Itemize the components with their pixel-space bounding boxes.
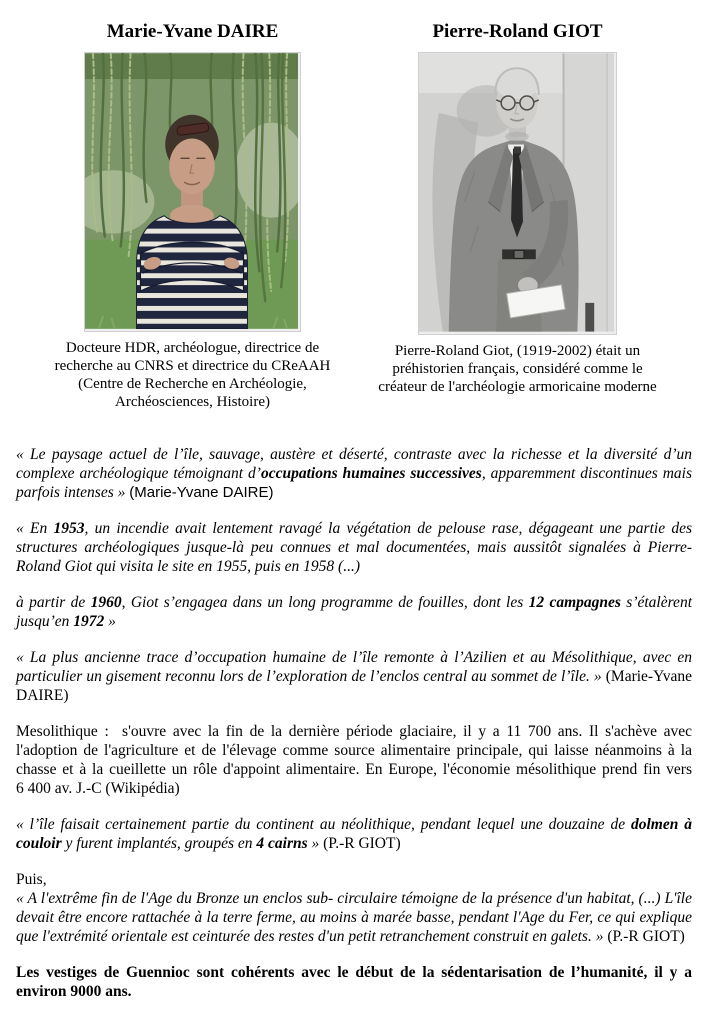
paragraph-quote-bronze-age: Puis, « A l'extrême fin de l'Age du Bronze un enclos sub- circulaire témoigne de la présence d'un habitat, (...) L'île devait être encore rattachée à la terre ferme, au moins à marée basse, pendant l'Age du Fer, ce qui explique que l'extrémité orientale est ceinturée des restes d'un petit retranchement construit en galets. » (P.-R GIOT) (16, 871, 692, 945)
photo-caption-giot: Pierre-Roland Giot, (1919-2002) était un préhistorien français, considéré comme le créateur de l'archéologie armoricaine moderne (378, 343, 657, 395)
photo-caption-daire: Docteure HDR, archéologue, directrice de recherche au CNRS et directrice du CReAAH (Centre de Recherche en Archéologie, Archéosciences, Histoire) (54, 340, 331, 410)
portrait-photo-giot (418, 52, 617, 335)
portrait-giot-illustration (419, 53, 614, 332)
paragraph-quote-1960-campaigns: à partir de 1960, Giot s’engagea dans un long programme de fouilles, dont les 12 campagnes s’étalèrent jusqu’en 1972 » (16, 594, 692, 630)
profile-giot (375, 20, 660, 411)
paragraph-mesolithique-definition: Mesolithique : s'ouvre avec la fin de la dernière période glaciaire, il y a 11 700 ans. Il s'achève avec l'adoption de l'agriculture et de l'élevage comme source alimentaire principale, qui laisse néanmoins à la chasse et à la cueillette un rôle d'appoint alimentaire. En Europe, l'économie mésolithique prend fin vers 6 400 av. J.-C (Wikipédia) (16, 723, 692, 797)
portrait-daire-illustration (85, 53, 298, 329)
paragraph-quote-1953-fire: « En 1953, un incendie avait lentement ravagé la végétation de pelouse rase, dégageant une partie des structures archéologiques jusque-là peu connues et mal documentées, mais aussitôt signalées à Pierre-Roland Giot qui visita le site en 1955, puis en 1958 (...) (16, 520, 692, 575)
portrait-photo-daire (84, 52, 301, 332)
profiles-row (0, 20, 708, 411)
profile-title-daire: Marie-Yvane DAIRE (106, 21, 279, 42)
profile-title-giot: Pierre-Roland GIOT (432, 21, 603, 42)
paragraph-quote-neolithique-dolmen: « l’île faisait certainement partie du continent au néolithique, pendant lequel une douzaine de dolmen à couloir y furent implantés, groupés en 4 cairns » (P.-R GIOT) (16, 816, 692, 852)
article-body (16, 445, 692, 1001)
paragraph-quote-oldest-trace: « La plus ancienne trace d’occupation humaine de l’île remonte à l’Azilien et au Mésolithique, avec en particulier un gisement reconnu lors de l’exploration de l’enclos central au sommet de l’île. » (Marie-Yvane DAIRE) (16, 649, 692, 704)
paragraph-quote-daire-landscape: « Le paysage actuel de l’île, sauvage, austère et déserté, contraste avec la richesse et la diversité d’un complexe archéologique témoignant d’occupations humaines successives, apparemment discontinues mais parfois intenses » (Marie-Yvane DAIRE) (16, 446, 692, 501)
profile-daire (50, 20, 335, 411)
paragraph-conclusion-bold: Les vestiges de Guennioc sont cohérents avec le début de la sédentarisation de l’humanité, il y a environ 9000 ans. (16, 964, 692, 1000)
